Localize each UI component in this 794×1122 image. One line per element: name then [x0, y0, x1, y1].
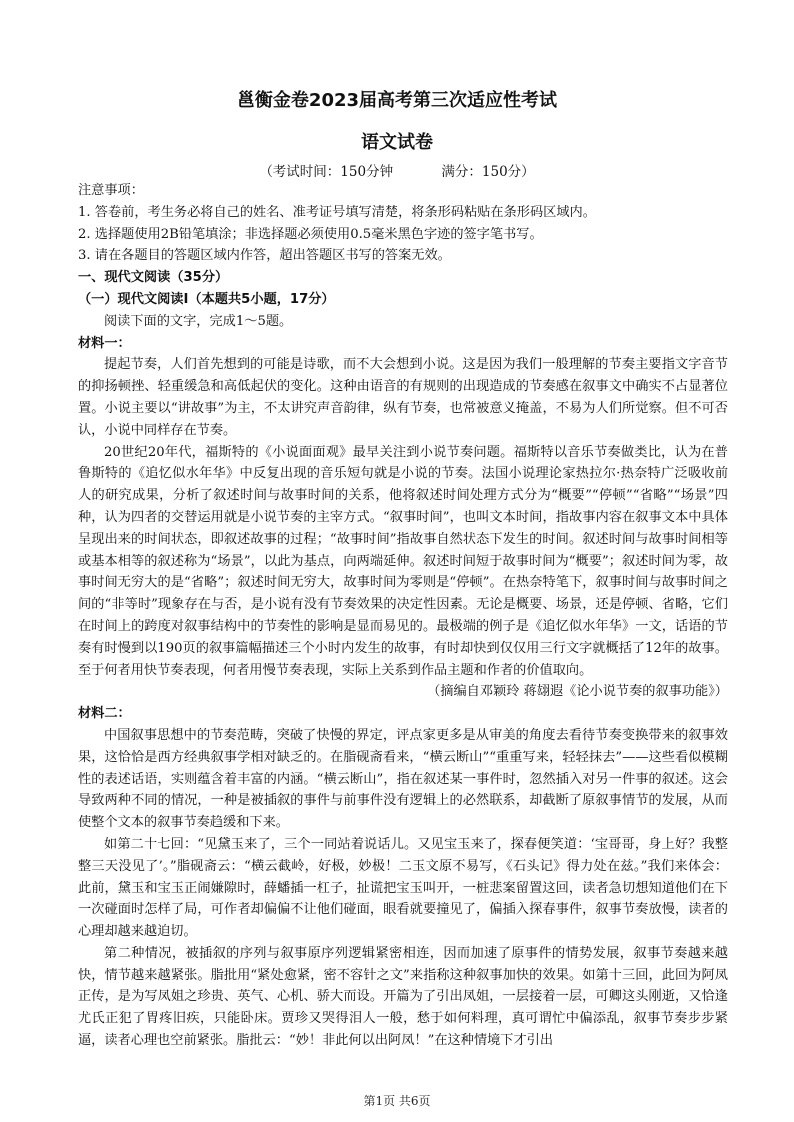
- material-label: 材料二：: [78, 706, 131, 722]
- material-paragraph: 20世纪20年代，福斯特的《小说面面观》最早关注到小说节奏问题。福斯特以音乐节奏做类比，认为在普鲁斯特的《追忆似水年华》中反复出现的音乐短句就是小说的节奏。法国小说理论家热拉尔·热奈特广泛吸收前人的研究成果，分析了叙述时间与故事时间的关系，他将叙述时间处理方式分为“概要”“停顿”“省略”“场景”四种，认为四者的交替运用就是小说节奏的主宰方式。“叙事时间”，也叫文本时间，指故事内容在叙事文本中具体呈现出来的时间状态，即叙述故事的过程；“故事时间”指故事自然状态下发生的时间。叙述时间与故事时间相等或基本相等的叙述称为“场景”，以此为基点，向两端延伸。叙述时间短于故事时间为“概要”；叙述时间为零，故事时间无穷大的是“省略”；叙述时间无穷大，故事时间为零则是“停顿”。在热奈特笔下，叙事时间与故事时间之间的“非等时”现象存在与否，是小说有没有节奏效果的决定性因素。无论是概要、场景，还是停顿、省略，它们在时间上的跨度对叙事结构中的节奏性的影响是显而易见的。最极端的例子是《追忆似水年华》一文，话语的节奏有时慢到以190页的叙事篇幅描述三个小时内发生的故事，有时却快到仅仅用三行文字就概括了12年的故事。至于何者用快节奏表现，何者用慢节奏表现，实际上关系到作品主题和作者的价值取向。: [78, 444, 728, 678]
- notice-item: 1. 答卷前，考生务必将自己的姓名、准考证号填写清楚，将条形码粘贴在条形码区域内。: [78, 204, 596, 220]
- document-body: [78, 180, 728, 1052]
- material-source: （摘编自邓颖玲 蒋翃遐《论小说节奏的叙事功能》）: [427, 684, 728, 700]
- material-label: 材料一：: [78, 335, 131, 351]
- subsection-heading: （一）现代文阅读Ⅰ（本题共5小题，17分）: [78, 291, 335, 307]
- material-paragraph: 如第二十七回：“见黛玉来了，三个一同站着说话儿。又见宝玉来了，探春便笑道：‘宝哥哥，身上好？我整整三天没见了’。”脂砚斋云：“横云截岭，好极，妙极！二玉文原不易写，《石头记》得力处在兹。”我们来体会：此前，黛玉和宝玉正闹嫌隙时，薛蟠插一杠子，扯谎把宝玉叫开，一桩悲案留置这回，读者急切想知道他们在下一次碰面时怎样了局，可作者却偏偏不让他们碰面，眼看就要撞见了，偏插入探春事件，叙事节奏放慢，读者的心理却越来越迫切。: [78, 836, 728, 940]
- exam-info: [0, 160, 794, 180]
- notice-heading: 注意事项：: [78, 183, 144, 198]
- material-paragraph: 提起节奏，人们首先想到的可能是诗歌，而不大会想到小说。这是因为我们一般理解的节奏主要指文字音节的抑扬顿挫、轻重缓急和高低起伏的变化。这种由语音的有规则的出现造成的节奏感在叙事文中确实不占显著位置。小说主要以“讲故事”为主，不太讲究声音韵律，纵有节奏，也常被意义掩盖，不易为人们所觉察。但不可否认，小说中同样存在节奏。: [78, 357, 728, 438]
- section-heading: 一、现代文阅读（35分）: [78, 270, 229, 286]
- exam-time: （考试时间：150分钟: [259, 164, 394, 180]
- exam-subtitle: 语文试卷: [361, 132, 433, 153]
- notice-item: 3. 请在各题目的答题区域内作答，超出答题区书写的答案无效。: [78, 248, 451, 264]
- full-score: 满分：150分）: [441, 164, 535, 180]
- material-paragraph: 中国叙事思想中的节奏范畴，突破了快慢的界定，评点家更多是从审美的角度去看待节奏变换带来的叙事效果，这恰恰是西方经典叙事学相对缺乏的。在脂砚斋看来，“横云断山”“重重写来，轻轻抹去”——这些看似模糊性的表述话语，实则蕴含着丰富的内涵。“横云断山”，指在叙述某一事件时，忽然插入对另一件事的叙述。这会导致两种不同的情况，一种是被插叙的事件与前事件没有逻辑上的必然联系，却截断了原叙事情节的发展，从而使整个文本的叙事节奏趋缓和下来。: [78, 727, 728, 831]
- exam-title: 邕衡金卷2023届高考第三次适应性考试: [236, 90, 558, 111]
- material-paragraph: 第二种情况，被插叙的序列与叙事原序列逻辑紧密相连，因而加速了原事件的情势发展，叙事节奏越来越快，情节越来越紧张。脂批用“紧处愈紧，密不容针之文”来指称这种叙事加快的效果。如第十三回，此回为阿凤正传，是为写凤姐之珍贵、英气、心机、骄大而设。开篇为了引出凤姐，一层接着一层，可卿这头刚逝，又恰逢尤氏正犯了胃疼旧疾，只能卧床。贾珍又哭得泪人一般，愁于如何料理，真可谓忙中偏添乱，叙事节奏步步紧逼，读者心理也空前紧张。脂批云：“妙！非此何以出阿凤！”在这种情境下才引出: [78, 945, 728, 1049]
- instruction: 阅读下面的文字，完成1～5题。: [104, 313, 293, 329]
- page-footer: 第1页 共6页: [363, 1094, 431, 1108]
- notice-item: 2. 选择题使用2B铅笔填涂；非选择题必须使用0.5毫米黑色字迹的签字笔书写。: [78, 226, 543, 242]
